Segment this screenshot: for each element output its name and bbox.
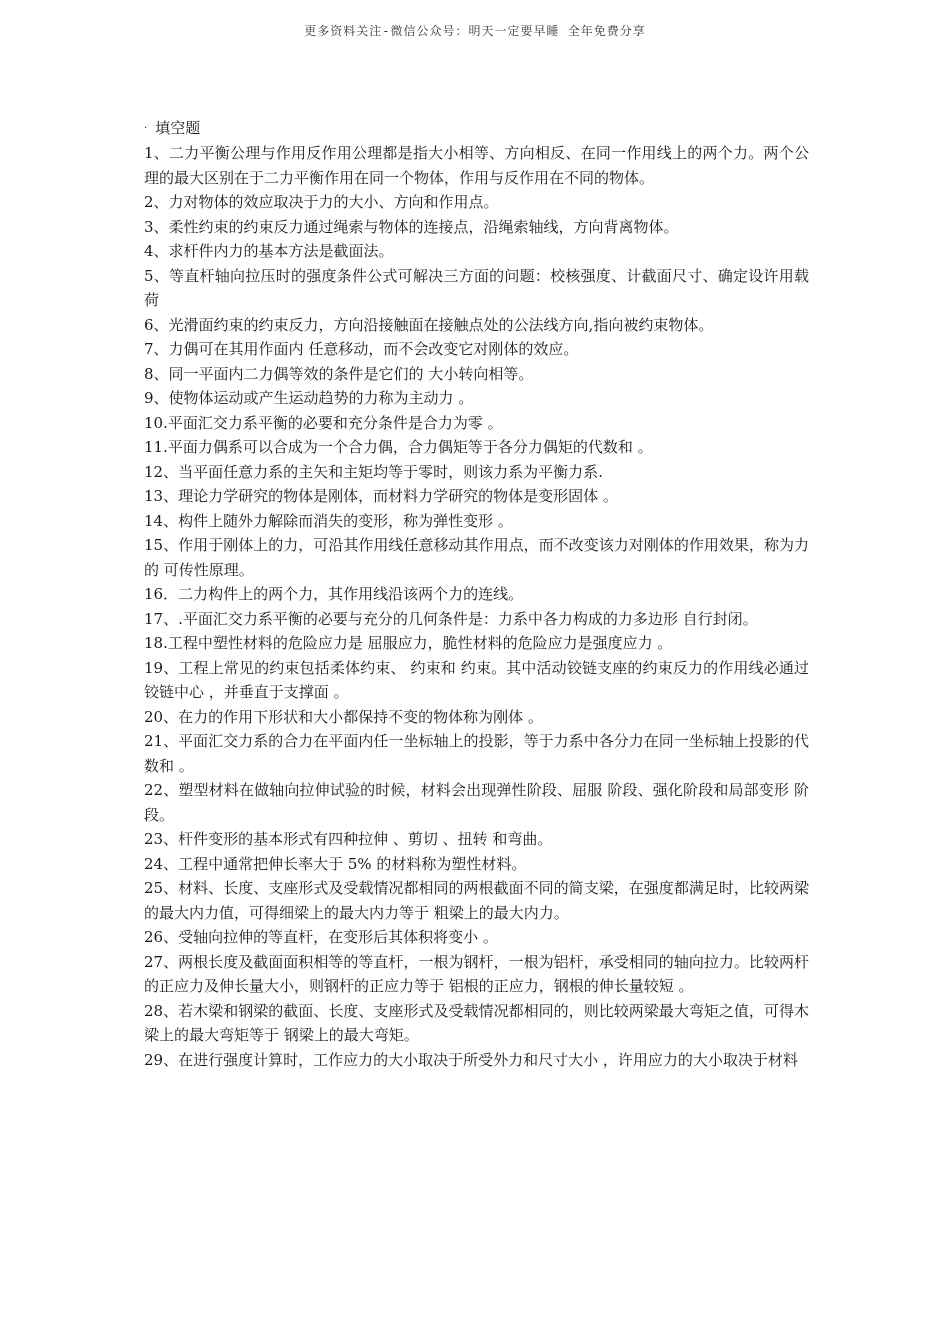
question-item-28: 28、若木梁和钢梁的截面、长度、支座形式及受载情况都相同的，则比较两梁最大弯矩之值，可得木梁上的最大弯矩等于 钢梁上的最大弯矩。 (144, 1001, 809, 1045)
question-item-6: 6、光滑面约束的约束反力，方向沿接触面在接触点处的公法线方向,指向被约束物体。 (144, 315, 714, 334)
question-item-24: 24、工程中通常把伸长率大于 5% 的材料称为塑性材料。 (144, 854, 527, 873)
question-item-18: 18.工程中塑性材料的危险应力是 屈服应力，脆性材料的危险应力是强度应力 。 (144, 634, 673, 653)
question-item-26: 26、受轴向拉伸的等直杆，在变形后其体积将变小 。 (144, 928, 498, 947)
question-item-21: 21、平面汇交力系的合力在平面内任一坐标轴上的投影，等于力系中各分力在同一坐标轴上投影的代数和 。 (144, 732, 809, 775)
document-body (144, 116, 809, 1072)
section-title (144, 116, 809, 141)
question-item-9: 9、使物体运动或产生运动趋势的力称为主动力 。 (144, 389, 474, 408)
header-note: 更多资料关注-微信公众号：明天一定要早睡 全年免费分享 (304, 24, 646, 38)
question-item-11: 11.平面力偶系可以合成为一个合力偶，合力偶矩等于各分力偶矩的代数和 。 (144, 438, 653, 457)
question-item-15: 15、作用于刚体上的力，可沿其作用线任意移动其作用点，而不改变该力对刚体的作用效果，称为力的 可传性原理。 (144, 536, 809, 579)
bullet-icon: · (144, 122, 148, 134)
question-item-14: 14、构件上随外力解除而消失的变形，称为弹性变形 。 (144, 511, 513, 530)
question-item-16: 16．二力构件上的两个力，其作用线沿该两个力的连线。 (144, 585, 524, 604)
question-item-19: 19、工程上常见的约束包括柔体约束、 约束和 约束。其中活动铰链支座的约束反力的作用线必通过铰链中心 ，并垂直于支撑面 。 (144, 658, 809, 702)
question-item-3: 3、柔性约束的约束反力通过绳索与物体的连接点，沿绳索轴线，方向背离物体。 (144, 217, 679, 236)
question-item-5: 5、等直杆轴向拉压时的强度条件公式可解决三方面的问题：校核强度、计截面尺寸、确定设许用载荷 (144, 266, 809, 310)
question-item-10: 10.平面汇交力系平衡的必要和充分条件是合力为零 。 (144, 413, 503, 432)
section-title-text: 填空题 (155, 119, 201, 137)
question-item-22: 22、塑型材料在做轴向拉伸试验的时候，材料会出现弹性阶段、屈服 阶段、强化阶段和局部变形 阶段。 (144, 781, 809, 824)
question-item-1: 1、二力平衡公理与作用反作用公理都是指大小相等、方向相反、在同一作用线上的两个力。两个公理的最大区别在于二力平衡作用在同一个物体，作用与反作用在不同的物体。 (144, 144, 809, 187)
question-item-27: 27、两根长度及截面面积相等的等直杆，一根为钢杆，一根为铝杆，承受相同的轴向拉力。比较两杆的正应力及伸长量大小，则钢杆的正应力等于 铝根的正应力，钢根的伸长量较短 。 (144, 952, 809, 996)
question-item-13: 13、理论力学研究的物体是刚体，而材料力学研究的物体是变形固体 。 (144, 487, 618, 506)
question-item-29: 29、在进行强度计算时，工作应力的大小取决于所受外力和尺寸大小 ，许用应力的大小取决于材料 (144, 1050, 798, 1069)
question-item-17: 17、.平面汇交力系平衡的必要与充分的几何条件是：力系中各力构成的力多边形 自行封闭。 (144, 609, 758, 628)
question-item-8: 8、同一平面内二力偶等效的条件是它们的 大小转向相等。 (144, 364, 534, 383)
question-item-20: 20、在力的作用下形状和大小都保持不变的物体称为刚体 。 (144, 707, 543, 726)
question-item-2: 2、力对物体的效应取决于力的大小、方向和作用点。 (144, 193, 499, 212)
question-item-25: 25、材料、长度、支座形式及受载情况都相同的两根截面不同的简支梁，在强度都满足时，比较两梁的最大内力值，可得细梁上的最大内力等于 粗梁上的最大内力。 (144, 879, 809, 922)
question-item-7: 7、力偶可在其用作面内 任意移动，而不会改变它对刚体的效应。 (144, 340, 579, 359)
question-item-4: 4、求杆件内力的基本方法是截面法。 (144, 242, 394, 261)
question-item-23: 23、杆件变形的基本形式有四种拉伸 、剪切 、扭转 和弯曲。 (144, 830, 553, 849)
question-item-12: 12、当平面任意力系的主矢和主矩均等于零时，则该力系为平衡力系. (144, 462, 603, 481)
